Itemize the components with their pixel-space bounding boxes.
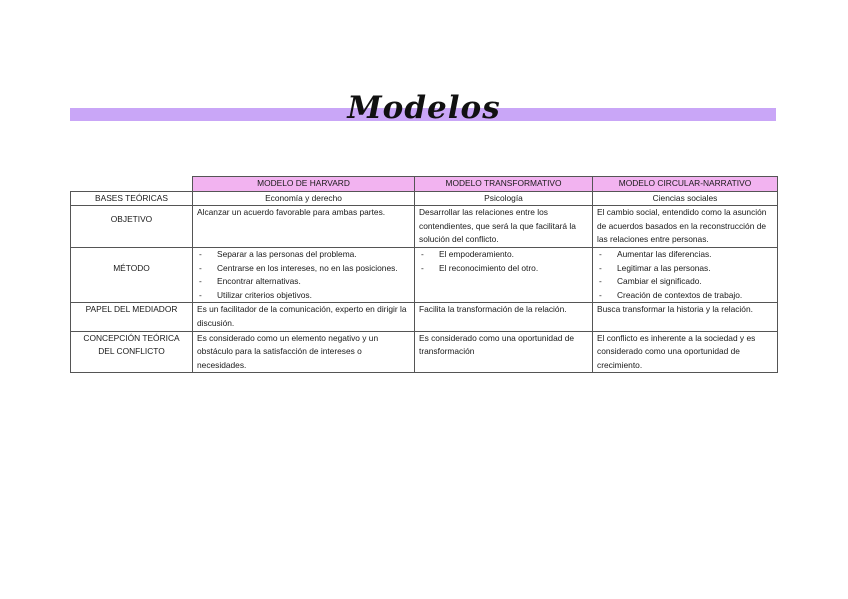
metodo-transformativo-list (419, 248, 588, 275)
table-row-bases (71, 191, 778, 206)
cell-concepcion-circular: El conflicto es inherente a la sociedad y es considerado como una oportunidad de crecimiento. (593, 331, 778, 373)
header-empty-cell (71, 177, 193, 192)
models-comparison-table (70, 176, 778, 373)
cell-bases-transformativo: Psicología (415, 191, 593, 206)
cell-concepcion-harvard: Es considerado como un elemento negativo y un obstáculo para la satisfacción de intereses o necesidades. (193, 331, 415, 373)
cell-objetivo-transformativo: Desarrollar las relaciones entre los contendientes, que será la que facilitará la solución del conflicto. (415, 206, 593, 248)
row-label-papel: PAPEL DEL MEDIADOR (71, 303, 193, 331)
cell-bases-harvard: Economía y derecho (193, 191, 415, 206)
cell-papel-harvard: Es un facilitador de la comunicación, experto en dirigir la discusión. (193, 303, 415, 331)
cell-metodo-transformativo (415, 247, 593, 302)
header-circular-narrativo: MODELO CIRCULAR-NARRATIVO (593, 177, 778, 192)
list-item: - Centrarse en los intereses, no en las posiciones. (197, 262, 410, 276)
table-row-metodo (71, 247, 778, 302)
header-transformativo: MODELO TRANSFORMATIVO (415, 177, 593, 192)
row-label-concepcion-line2: DEL CONFLICTO (98, 346, 165, 357)
cell-concepcion-transformativo: Es considerado como una oportunidad de transformación (415, 331, 593, 373)
list-item: - Cambiar el significado. (597, 275, 773, 289)
page-title: Modelos (347, 90, 501, 126)
list-item: - Creación de contextos de trabajo. (597, 289, 773, 303)
row-label-bases: BASES TEÓRICAS (71, 191, 193, 206)
cell-metodo-harvard (193, 247, 415, 302)
list-item: - Utilizar criterios objetivos. (197, 289, 410, 303)
metodo-harvard-list (197, 248, 410, 302)
list-item: - Legitimar a las personas. (597, 262, 773, 276)
cell-papel-circular: Busca transformar la historia y la relación. (593, 303, 778, 331)
table-header-row (71, 177, 778, 192)
metodo-circular-list (597, 248, 773, 302)
cell-metodo-circular (593, 247, 778, 302)
row-label-concepcion-line1: CONCEPCIÓN TEÓRICA (83, 332, 180, 343)
list-item: - Separar a las personas del problema. (197, 248, 410, 262)
row-label-concepcion (71, 331, 193, 373)
cell-objetivo-harvard: Alcanzar un acuerdo favorable para ambas partes. (193, 206, 415, 248)
row-label-objetivo-text: OBJETIVO (110, 214, 153, 225)
cell-papel-transformativo: Facilita la transformación de la relación. (415, 303, 593, 331)
list-item: - Aumentar las diferencias. (597, 248, 773, 262)
row-label-metodo (71, 247, 193, 302)
header-harvard: MODELO DE HARVARD (193, 177, 415, 192)
row-label-metodo-text: MÉTODO (113, 262, 150, 273)
list-item: - El empoderamiento. (419, 248, 588, 262)
list-item: - El reconocimiento del otro. (419, 262, 588, 276)
table-row-concepcion (71, 331, 778, 373)
table-row-objetivo (71, 206, 778, 248)
table-row-papel (71, 303, 778, 331)
row-label-objetivo (71, 206, 193, 248)
list-item: - Encontrar alternativas. (197, 275, 410, 289)
cell-bases-circular: Ciencias sociales (593, 191, 778, 206)
cell-objetivo-circular: El cambio social, entendido como la asunción de acuerdos basados en la reconstrucción de las relaciones entre personas. (593, 206, 778, 248)
